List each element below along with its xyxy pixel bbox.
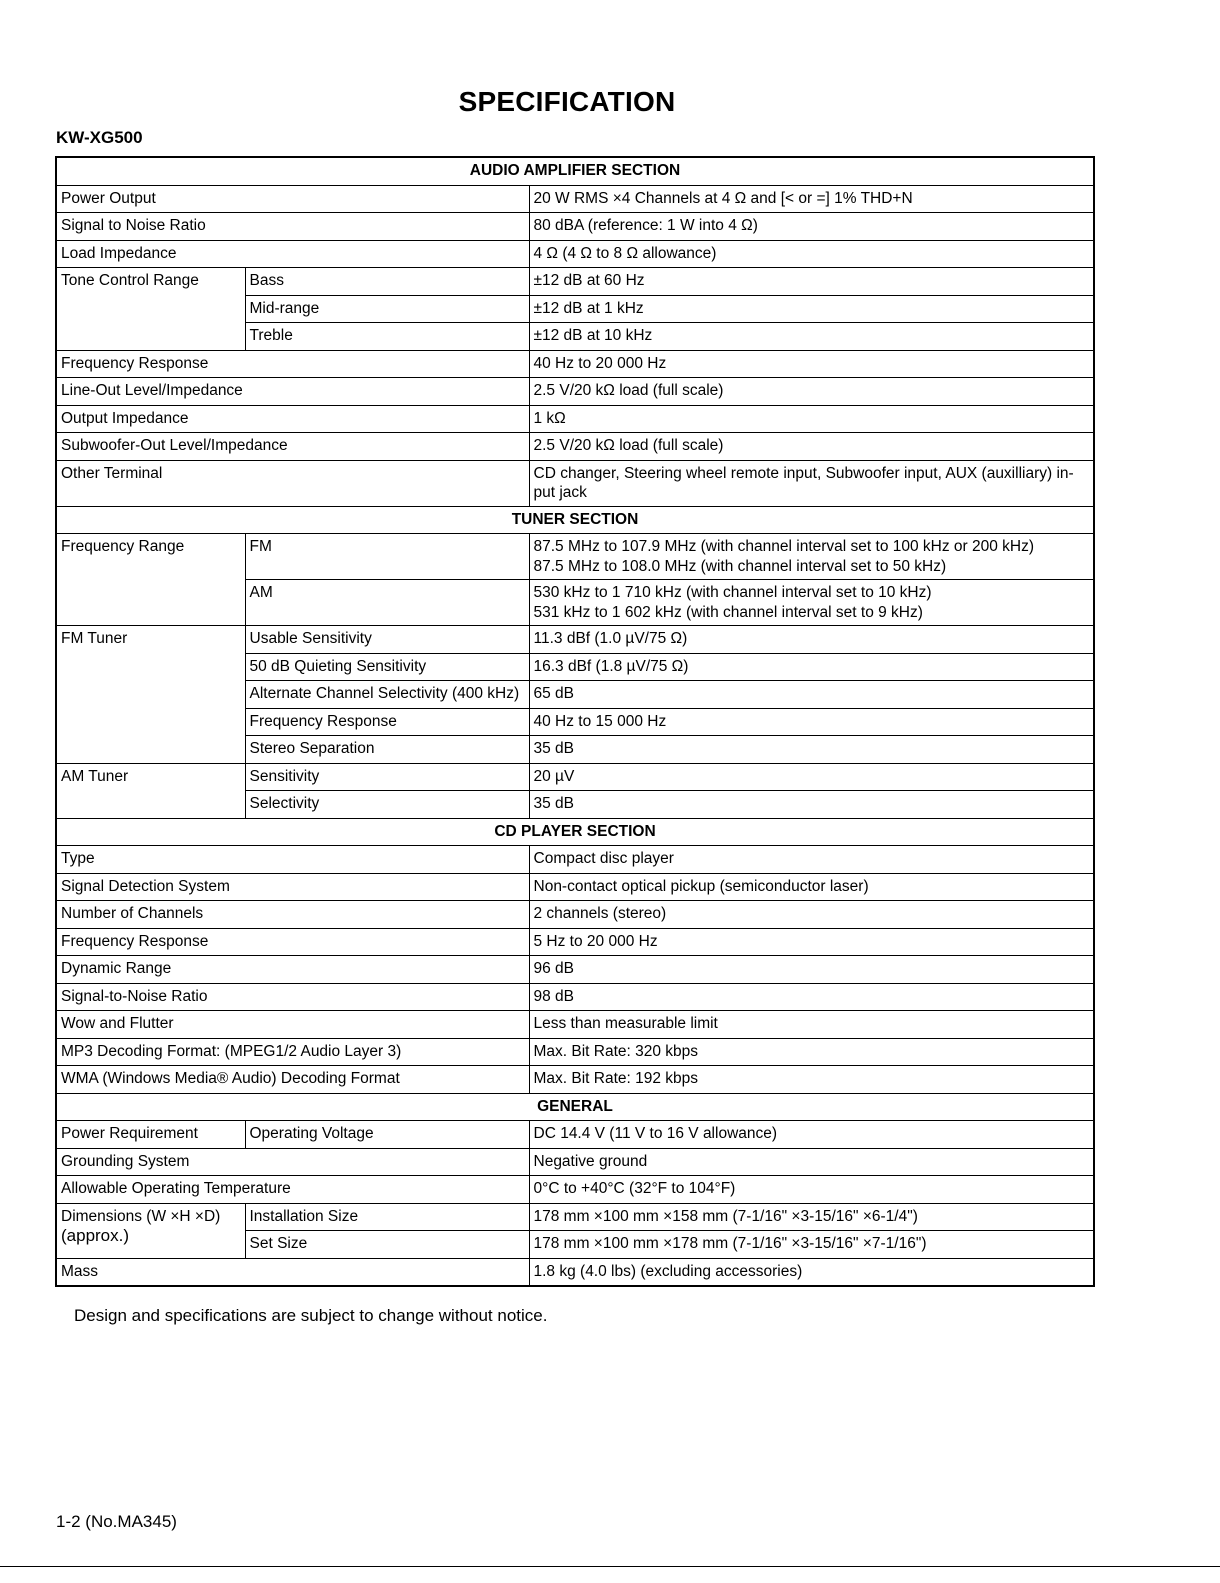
spec-label: WMA (Windows Media® Audio) Decoding Format (56, 1066, 529, 1094)
spec-value: 40 Hz to 15 000 Hz (529, 708, 1094, 736)
spec-value: 1.8 kg (4.0 lbs) (excluding accessories) (529, 1258, 1094, 1286)
section-title-audio: AUDIO AMPLIFIER SECTION (56, 157, 1094, 185)
spec-sublabel: Set Size (245, 1231, 529, 1259)
spec-value: 16.3 dBf (1.8 µV/75 Ω) (529, 653, 1094, 681)
spec-value (529, 534, 1094, 580)
spec-row (56, 460, 1094, 506)
spec-value: Negative ground (529, 1148, 1094, 1176)
spec-group-label: Tone Control Range (56, 268, 245, 351)
spec-sublabel: 50 dB Quieting Sensitivity (245, 653, 529, 681)
spec-value: 20 W RMS ×4 Channels at 4 Ω and [< or =] 1% THD+N (529, 185, 1094, 213)
spec-label: Frequency Response (56, 928, 529, 956)
spec-label: MP3 Decoding Format: (MPEG1/2 Audio Layer 3) (56, 1038, 529, 1066)
section-title-general: GENERAL (56, 1093, 1094, 1121)
page-title: SPECIFICATION (458, 86, 676, 117)
spec-label: Type (56, 846, 529, 874)
spec-row (56, 846, 1094, 874)
spec-label: Signal to Noise Ratio (56, 213, 529, 241)
section-header-row (56, 1093, 1094, 1121)
spec-value: Max. Bit Rate: 320 kbps (529, 1038, 1094, 1066)
spec-value: 178 mm ×100 mm ×178 mm (7-1/16" ×3-15/16" ×7-1/16") (529, 1231, 1094, 1259)
spec-row (56, 433, 1094, 461)
spec-row (56, 1066, 1094, 1094)
spec-row (56, 268, 1094, 296)
spec-label: Frequency Response (56, 350, 529, 378)
section-header-row (56, 818, 1094, 846)
spec-sublabel: Treble (245, 323, 529, 351)
spec-value (529, 580, 1094, 626)
page-footer: 1-2 (No.MA345) (56, 1512, 177, 1531)
spec-sublabel: Operating Voltage (245, 1121, 529, 1149)
spec-value: 40 Hz to 20 000 Hz (529, 350, 1094, 378)
spec-value-line: 531 kHz to 1 602 kHz (with channel interval set to 9 kHz) (533, 603, 923, 621)
bottom-rule (0, 1566, 1220, 1567)
spec-row (56, 1148, 1094, 1176)
spec-row (56, 1258, 1094, 1286)
spec-value: 0°C to +40°C (32°F to 104°F) (529, 1176, 1094, 1204)
section-title-tuner: TUNER SECTION (56, 506, 1094, 534)
spec-row (56, 350, 1094, 378)
spec-row (56, 1176, 1094, 1204)
disclaimer-note: Design and specifications are subject to change without notice. (74, 1306, 548, 1325)
spec-group-label: AM Tuner (56, 763, 245, 818)
section-title-cd: CD PLAYER SECTION (56, 818, 1094, 846)
spec-value: 20 µV (529, 763, 1094, 791)
spec-value: Less than measurable limit (529, 1011, 1094, 1039)
spec-label: Load Impedance (56, 240, 529, 268)
spec-sublabel: AM (245, 580, 529, 626)
spec-row (56, 240, 1094, 268)
spec-label: Output Impedance (56, 405, 529, 433)
specification-table (55, 156, 1095, 1287)
spec-row (56, 763, 1094, 791)
dimensions-label: Dimensions (W ×H ×D) (61, 1207, 221, 1225)
spec-sublabel: Mid-range (245, 295, 529, 323)
spec-sublabel: Installation Size (245, 1203, 529, 1231)
spec-value: 1 kΩ (529, 405, 1094, 433)
spec-sublabel: FM (245, 534, 529, 580)
spec-value: Max. Bit Rate: 192 kbps (529, 1066, 1094, 1094)
spec-sublabel: Sensitivity (245, 763, 529, 791)
spec-value: 35 dB (529, 736, 1094, 764)
spec-row (56, 1121, 1094, 1149)
spec-sublabel: Alternate Channel Selectivity (400 kHz) (245, 681, 529, 709)
spec-value-line: 87.5 MHz to 108.0 MHz (with channel interval set to 50 kHz) (533, 557, 947, 575)
spec-label: Number of Channels (56, 901, 529, 929)
spec-value: 35 dB (529, 791, 1094, 819)
spec-value: Compact disc player (529, 846, 1094, 874)
spec-row (56, 185, 1094, 213)
spec-value: ±12 dB at 10 kHz (529, 323, 1094, 351)
spec-value: 2.5 V/20 kΩ load (full scale) (529, 433, 1094, 461)
spec-value: 178 mm ×100 mm ×158 mm (7-1/16" ×3-15/16" ×6-1/4") (529, 1203, 1094, 1231)
spec-value-line: 87.5 MHz to 107.9 MHz (with channel interval set to 100 kHz or 200 kHz) (533, 538, 1035, 555)
spec-row (56, 378, 1094, 406)
spec-row (56, 983, 1094, 1011)
spec-label: Other Terminal (56, 460, 529, 506)
spec-sublabel: Stereo Separation (245, 736, 529, 764)
spec-sublabel: Selectivity (245, 791, 529, 819)
spec-label: Signal Detection System (56, 873, 529, 901)
dimensions-approx-label: (approx.) (61, 1226, 130, 1245)
spec-label: Mass (56, 1258, 529, 1286)
spec-row (56, 1038, 1094, 1066)
spec-row (56, 1011, 1094, 1039)
spec-row (56, 1203, 1094, 1231)
spec-row (56, 213, 1094, 241)
spec-value: 98 dB (529, 983, 1094, 1011)
spec-value: ±12 dB at 1 kHz (529, 295, 1094, 323)
spec-label: Dynamic Range (56, 956, 529, 984)
spec-label: Subwoofer-Out Level/Impedance (56, 433, 529, 461)
spec-row (56, 928, 1094, 956)
spec-sublabel: Bass (245, 268, 529, 296)
spec-row (56, 873, 1094, 901)
spec-label: Signal-to-Noise Ratio (56, 983, 529, 1011)
spec-value: 11.3 dBf (1.0 µV/75 Ω) (529, 626, 1094, 654)
spec-group-label (56, 1203, 245, 1258)
spec-value: DC 14.4 V (11 V to 16 V allowance) (529, 1121, 1094, 1149)
spec-row (56, 901, 1094, 929)
spec-value: 5 Hz to 20 000 Hz (529, 928, 1094, 956)
spec-value: 65 dB (529, 681, 1094, 709)
spec-row (56, 534, 1094, 580)
spec-label: Line-Out Level/Impedance (56, 378, 529, 406)
spec-group-label: FM Tuner (56, 626, 245, 764)
spec-row (56, 626, 1094, 654)
spec-value: 4 Ω (4 Ω to 8 Ω allowance) (529, 240, 1094, 268)
spec-value: 96 dB (529, 956, 1094, 984)
spec-label: Power Output (56, 185, 529, 213)
section-header-row (56, 157, 1094, 185)
spec-row (56, 405, 1094, 433)
spec-value: 2.5 V/20 kΩ load (full scale) (529, 378, 1094, 406)
spec-row (56, 956, 1094, 984)
spec-group-label: Power Requirement (56, 1121, 245, 1149)
spec-value: CD changer, Steering wheel remote input, Subwoofer input, AUX (auxilliary) in-put jack (529, 460, 1094, 506)
spec-label: Wow and Flutter (56, 1011, 529, 1039)
spec-value: 2 channels (stereo) (529, 901, 1094, 929)
spec-value: Non-contact optical pickup (semiconductor laser) (529, 873, 1094, 901)
spec-value-line: 530 kHz to 1 710 kHz (with channel interval set to 10 kHz) (533, 584, 932, 601)
model-number: KW-XG500 (56, 128, 143, 147)
spec-label: Grounding System (56, 1148, 529, 1176)
spec-value: ±12 dB at 60 Hz (529, 268, 1094, 296)
spec-label: Allowable Operating Temperature (56, 1176, 529, 1204)
spec-value: 80 dBA (reference: 1 W into 4 Ω) (529, 213, 1094, 241)
spec-group-label: Frequency Range (56, 534, 245, 626)
section-header-row (56, 506, 1094, 534)
spec-sublabel: Usable Sensitivity (245, 626, 529, 654)
spec-sublabel: Frequency Response (245, 708, 529, 736)
